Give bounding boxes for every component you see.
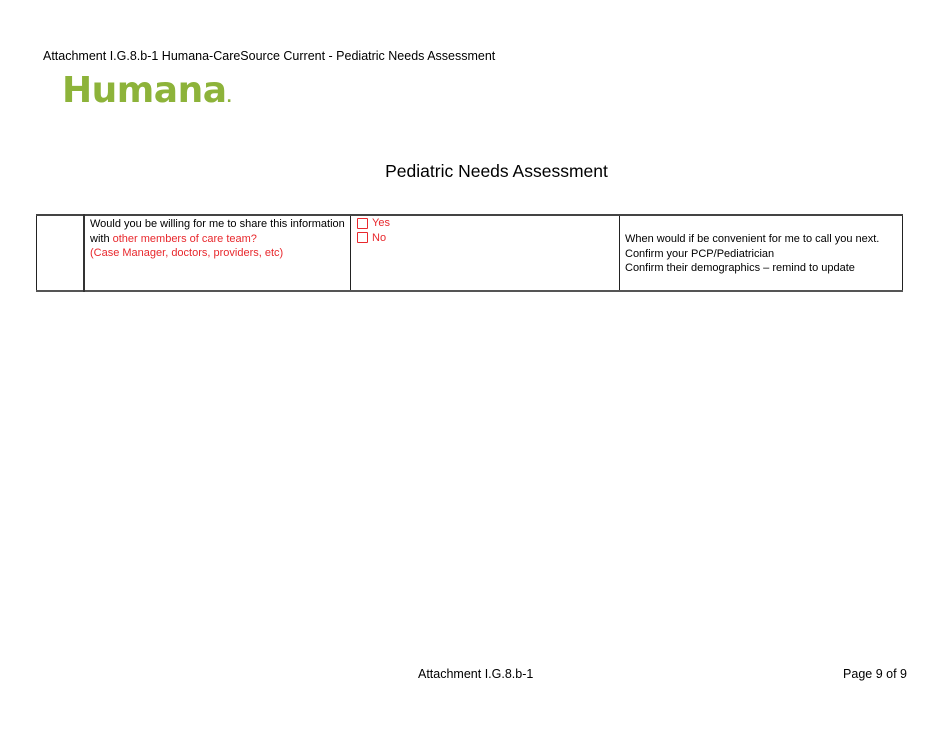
question-text-highlight: other members of care team? <box>112 232 257 245</box>
note-line: Confirm your PCP/Pediatrician <box>625 247 775 260</box>
options-cell <box>351 215 620 291</box>
humana-logo <box>62 70 231 111</box>
note-line: Confirm their demographics – remind to update <box>625 262 855 274</box>
option-no-label: No <box>372 231 387 244</box>
checkbox-icon[interactable] <box>357 232 368 243</box>
logo-text: Humana <box>62 70 227 111</box>
option-yes[interactable] <box>357 216 619 231</box>
question-examples: (Case Manager, doctors, providers, etc) <box>90 247 284 259</box>
footer-page-number: Page 9 of 9 <box>843 667 907 681</box>
question-cell <box>84 215 351 291</box>
attachment-header: Attachment I.G.8.b-1 Humana-CareSource Current - Pediatric Needs Assessment <box>43 49 496 63</box>
footer-attachment-label: Attachment I.G.8.b-1 <box>418 667 534 681</box>
checkbox-icon[interactable] <box>357 218 368 229</box>
notes-cell <box>620 215 903 291</box>
question-text: Would you be willing for me to share this information with <box>90 218 345 245</box>
option-no[interactable] <box>357 231 619 246</box>
note-line: When would if be convenient for me to call you next. <box>625 233 880 245</box>
logo-dot: . <box>226 90 232 106</box>
option-yes-label: Yes <box>372 217 390 229</box>
assessment-table <box>36 214 903 292</box>
row-number-cell <box>37 215 85 291</box>
table-row <box>37 215 903 291</box>
page-title: Pediatric Needs Assessment <box>385 161 608 181</box>
